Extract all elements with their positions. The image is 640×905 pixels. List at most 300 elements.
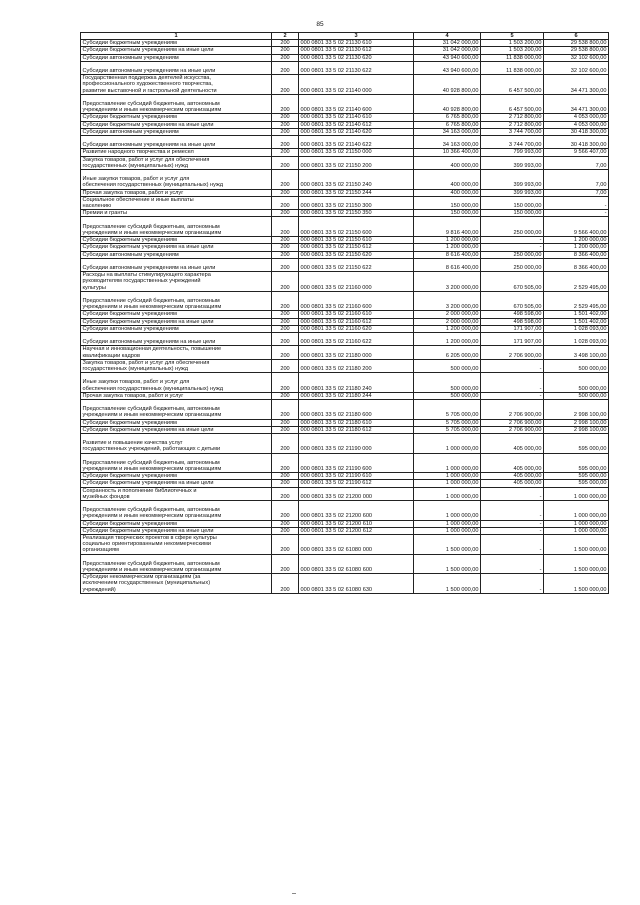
row-name: Субсидии бюджетным учреждениям (81, 520, 272, 527)
row-classification: 000 0801 33 5 02 21160 612 (299, 318, 414, 325)
row-code: 200 (272, 291, 299, 311)
row-unexecuted: 29 538 800,00 (544, 40, 609, 47)
row-name: Государственная поддержка деятелей искусства, профессионального художественного творчества, развитие выставочной и гастрольной деятельности (81, 75, 272, 95)
row-unexecuted: 1 000 000,00 (544, 487, 609, 500)
row-executed: 171 907,00 (481, 325, 544, 332)
row-code: 200 (272, 251, 299, 258)
row-name: Субсидии автономным учреждениям (81, 325, 272, 332)
row-executed: 3 744 700,00 (481, 128, 544, 135)
row-name: Субсидии автономным учреждениям (81, 251, 272, 258)
table-row (81, 54, 609, 61)
row-executed: 399 993,00 (481, 170, 544, 190)
row-name: Субсидии бюджетным учреждениям на иные цели (81, 318, 272, 325)
row-approved: 43 940 600,00 (414, 61, 481, 74)
table-row (81, 399, 609, 419)
row-unexecuted: 500 000,00 (544, 359, 609, 372)
row-unexecuted: 595 000,00 (544, 433, 609, 453)
row-name: Субсидии автономным учреждениям (81, 128, 272, 135)
row-classification: 000 0801 33 5 02 21150 622 (299, 258, 414, 271)
row-approved: 5 705 000,00 (414, 426, 481, 433)
table-row (81, 121, 609, 128)
row-classification: 000 0801 33 5 02 21160 610 (299, 311, 414, 318)
row-approved: 1 000 000,00 (414, 480, 481, 487)
row-executed: 2 706 900,00 (481, 426, 544, 433)
row-approved: 1 200 000,00 (414, 237, 481, 244)
row-approved: 1 500 000,00 (414, 535, 481, 555)
row-name: Предоставление субсидий бюджетным, автономным учреждениям и иным некоммерческим организациям (81, 291, 272, 311)
row-name: Субсидии бюджетным учреждениям (81, 473, 272, 480)
row-approved: 1 000 000,00 (414, 487, 481, 500)
row-approved: 500 000,00 (414, 359, 481, 372)
row-name: Социальное обеспечение и иные выплаты населению (81, 196, 272, 209)
table-row (81, 170, 609, 190)
row-approved: 400 000,00 (414, 189, 481, 196)
row-unexecuted: 7,00 (544, 189, 609, 196)
row-classification: 000 0801 33 5 02 21130 620 (299, 54, 414, 61)
row-name: Субсидии бюджетным учреждениям (81, 237, 272, 244)
row-classification: 000 0801 33 5 02 61080 630 (299, 574, 414, 594)
budget-execution-table (80, 32, 609, 594)
row-classification: 000 0801 33 5 02 21150 240 (299, 170, 414, 190)
row-code: 200 (272, 258, 299, 271)
row-name: Субсидии бюджетным учреждениям на иные цели (81, 121, 272, 128)
table-row (81, 453, 609, 473)
row-code: 200 (272, 149, 299, 156)
row-name: Научная и инновационная деятельность, повышение квалификации кадров (81, 346, 272, 359)
row-classification: 000 0801 33 5 02 21200 600 (299, 501, 414, 521)
row-name: Развитие и повышение качества услуг государственных учреждений, работающих с детьми (81, 433, 272, 453)
row-executed: - (481, 392, 544, 399)
row-name: Иные закупки товаров, работ и услуг для обеспечения государственных (муниципальных) нужд (81, 373, 272, 393)
row-executed: 150 000,00 (481, 196, 544, 209)
row-approved: 150 000,00 (414, 196, 481, 209)
row-code: 200 (272, 272, 299, 292)
column-header: 1 (81, 33, 272, 40)
table-row (81, 501, 609, 521)
table-row (81, 473, 609, 480)
row-executed: 799 993,00 (481, 149, 544, 156)
row-executed: - (481, 359, 544, 372)
row-approved: 500 000,00 (414, 392, 481, 399)
row-code: 200 (272, 501, 299, 521)
row-code: 200 (272, 318, 299, 325)
row-code: 200 (272, 535, 299, 555)
table-row (81, 359, 609, 372)
row-approved: 8 616 400,00 (414, 251, 481, 258)
row-code: 200 (272, 217, 299, 237)
table-row (81, 217, 609, 237)
row-executed: - (481, 527, 544, 534)
row-unexecuted: 595 000,00 (544, 473, 609, 480)
table-row (81, 189, 609, 196)
row-executed: 6 457 500,00 (481, 94, 544, 114)
row-unexecuted: 1 501 402,00 (544, 311, 609, 318)
row-code: 200 (272, 359, 299, 372)
table-row (81, 392, 609, 399)
row-approved: 6 205 000,00 (414, 346, 481, 359)
row-classification: 000 0801 33 5 02 21130 622 (299, 61, 414, 74)
row-classification: 000 0801 33 5 02 21150 200 (299, 156, 414, 169)
row-classification: 000 0801 33 5 02 21190 000 (299, 433, 414, 453)
row-approved: 1 000 000,00 (414, 501, 481, 521)
row-unexecuted: 1 500 000,00 (544, 554, 609, 574)
table-row (81, 373, 609, 393)
row-name: Расходы на выплаты стимулирующего характера руководителям государственных учреждений культуры (81, 272, 272, 292)
row-approved: 5 705 000,00 (414, 399, 481, 419)
row-classification: 000 0801 33 5 02 21150 600 (299, 217, 414, 237)
table-row (81, 237, 609, 244)
row-code: 200 (272, 399, 299, 419)
scan-mark (292, 893, 296, 894)
row-executed: 2 706 900,00 (481, 419, 544, 426)
row-name: Премии и гранты (81, 210, 272, 217)
row-classification: 000 0801 33 5 02 21180 612 (299, 426, 414, 433)
row-classification: 000 0801 33 5 02 21160 620 (299, 325, 414, 332)
table-row (81, 291, 609, 311)
row-code: 200 (272, 47, 299, 54)
row-executed: - (481, 501, 544, 521)
row-unexecuted: 1 028 093,00 (544, 332, 609, 345)
row-classification: 000 0801 33 5 02 21180 200 (299, 359, 414, 372)
row-classification: 000 0801 33 5 02 21180 600 (299, 399, 414, 419)
row-approved: 31 042 000,00 (414, 40, 481, 47)
row-approved: 1 200 000,00 (414, 332, 481, 345)
row-classification: 000 0801 33 5 02 21140 600 (299, 94, 414, 114)
row-unexecuted: 1 500 000,00 (544, 574, 609, 594)
row-code: 200 (272, 128, 299, 135)
row-name: Предоставление субсидий бюджетным, автономным учреждениям и иным некоммерческим организациям (81, 501, 272, 521)
row-code: 200 (272, 346, 299, 359)
table-row (81, 332, 609, 345)
row-code: 200 (272, 311, 299, 318)
row-code: 200 (272, 574, 299, 594)
row-code: 200 (272, 75, 299, 95)
row-approved: 31 042 000,00 (414, 47, 481, 54)
row-classification: 000 0801 33 5 02 21140 620 (299, 128, 414, 135)
row-approved: 3 200 000,00 (414, 272, 481, 292)
row-executed: 150 000,00 (481, 210, 544, 217)
row-executed: 2 706 900,00 (481, 346, 544, 359)
row-unexecuted: 2 998 100,00 (544, 419, 609, 426)
row-code: 200 (272, 473, 299, 480)
row-name: Субсидии бюджетным учреждениям на иные цели (81, 426, 272, 433)
row-unexecuted: 9 566 400,00 (544, 217, 609, 237)
table-row (81, 149, 609, 156)
table-row (81, 251, 609, 258)
row-name: Субсидии бюджетным учреждениям на иные цели (81, 47, 272, 54)
row-classification: 000 0801 33 5 02 21150 000 (299, 149, 414, 156)
row-code: 200 (272, 554, 299, 574)
row-classification: 000 0801 33 5 02 21140 000 (299, 75, 414, 95)
row-unexecuted: 29 538 800,00 (544, 47, 609, 54)
row-classification: 000 0801 33 5 02 21150 300 (299, 196, 414, 209)
row-approved: 500 000,00 (414, 373, 481, 393)
row-approved: 6 765 800,00 (414, 121, 481, 128)
row-approved: 43 940 600,00 (414, 54, 481, 61)
row-code: 200 (272, 210, 299, 217)
column-header: 5 (481, 33, 544, 40)
row-unexecuted: 500 000,00 (544, 392, 609, 399)
row-executed: 250 000,00 (481, 258, 544, 271)
row-approved: 6 765 800,00 (414, 114, 481, 121)
row-executed: 498 598,00 (481, 311, 544, 318)
row-classification: 000 0801 33 5 02 21190 610 (299, 473, 414, 480)
column-header: 2 (272, 33, 299, 40)
row-approved: 2 000 000,00 (414, 311, 481, 318)
table-row (81, 272, 609, 292)
row-classification: 000 0801 33 5 02 21140 622 (299, 136, 414, 149)
row-name: Субсидии автономным учреждениям (81, 54, 272, 61)
row-name: Субсидии бюджетным учреждениям (81, 114, 272, 121)
row-approved: 34 163 000,00 (414, 136, 481, 149)
row-classification: 000 0801 33 5 02 21140 610 (299, 114, 414, 121)
table-row (81, 210, 609, 217)
row-code: 200 (272, 61, 299, 74)
row-unexecuted: 2 529 495,00 (544, 291, 609, 311)
row-unexecuted: 1 028 093,00 (544, 325, 609, 332)
row-executed: - (481, 554, 544, 574)
row-unexecuted: 3 498 100,00 (544, 346, 609, 359)
row-name: Субсидии бюджетным учреждениям (81, 311, 272, 318)
row-name: Субсидии бюджетным учреждениям на иные цели (81, 527, 272, 534)
row-code: 200 (272, 433, 299, 453)
row-code: 200 (272, 244, 299, 251)
row-name: Прочая закупка товаров, работ и услуг (81, 189, 272, 196)
column-header: 3 (299, 33, 414, 40)
row-unexecuted: 595 000,00 (544, 453, 609, 473)
row-classification: 000 0801 33 5 02 61080 600 (299, 554, 414, 574)
table-row (81, 156, 609, 169)
row-code: 200 (272, 419, 299, 426)
row-code: 200 (272, 392, 299, 399)
column-number-row (81, 33, 609, 40)
table-row (81, 419, 609, 426)
row-approved: 1 000 000,00 (414, 433, 481, 453)
row-unexecuted: 32 102 600,00 (544, 54, 609, 61)
row-executed: - (481, 535, 544, 555)
row-executed: - (481, 373, 544, 393)
row-executed: 405 000,00 (481, 433, 544, 453)
row-classification: 000 0801 33 5 02 21140 612 (299, 121, 414, 128)
row-executed: 399 993,00 (481, 189, 544, 196)
row-name: Субсидии бюджетным учреждениям на иные цели (81, 480, 272, 487)
row-executed: 405 000,00 (481, 473, 544, 480)
row-unexecuted: 595 000,00 (544, 480, 609, 487)
table-row (81, 554, 609, 574)
row-name: Субсидии бюджетным учреждениям (81, 419, 272, 426)
table-row (81, 114, 609, 121)
row-code: 200 (272, 426, 299, 433)
row-classification: 000 0801 33 5 02 61080 000 (299, 535, 414, 555)
row-name: Субсидии автономным учреждениям на иные цели (81, 61, 272, 74)
row-code: 200 (272, 156, 299, 169)
table-row (81, 47, 609, 54)
row-approved: 1 500 000,00 (414, 554, 481, 574)
row-classification: 000 0801 33 5 02 21180 244 (299, 392, 414, 399)
row-unexecuted: 9 566 407,00 (544, 149, 609, 156)
row-classification: 000 0801 33 5 02 21190 600 (299, 453, 414, 473)
row-name: Субсидии некоммерческим организациям (за исключением государственных (муниципальных) учреждений) (81, 574, 272, 594)
table-row (81, 520, 609, 527)
row-classification: 000 0801 33 5 02 21180 610 (299, 419, 414, 426)
row-unexecuted: 1 500 000,00 (544, 535, 609, 555)
column-header: 4 (414, 33, 481, 40)
row-unexecuted: 30 418 300,00 (544, 128, 609, 135)
row-name: Предоставление субсидий бюджетным, автономным учреждениям и иным некоммерческим организациям (81, 399, 272, 419)
row-unexecuted: - (544, 210, 609, 217)
row-classification: 000 0801 33 5 02 21130 612 (299, 47, 414, 54)
row-unexecuted: 1 200 000,00 (544, 237, 609, 244)
row-unexecuted: 1 200 000,00 (544, 244, 609, 251)
row-approved: 1 200 000,00 (414, 244, 481, 251)
row-executed: - (481, 520, 544, 527)
row-executed: 2 712 800,00 (481, 121, 544, 128)
row-executed: 498 598,00 (481, 318, 544, 325)
row-code: 200 (272, 54, 299, 61)
table-row (81, 258, 609, 271)
row-name: Субсидии бюджетным учреждениям (81, 40, 272, 47)
row-name: Иные закупки товаров, работ и услуг для обеспечения государственных (муниципальных) нужд (81, 170, 272, 190)
table-row (81, 574, 609, 594)
row-classification: 000 0801 33 5 02 21200 610 (299, 520, 414, 527)
table-body (81, 33, 609, 594)
row-approved: 150 000,00 (414, 210, 481, 217)
row-name: Закупка товаров, работ и услуг для обеспечения государственных (муниципальных) нужд (81, 359, 272, 372)
row-unexecuted: 4 053 000,00 (544, 121, 609, 128)
row-executed: 2 706 900,00 (481, 399, 544, 419)
row-executed: - (481, 244, 544, 251)
row-code: 200 (272, 325, 299, 332)
row-classification: 000 0801 33 5 02 21160 622 (299, 332, 414, 345)
row-code: 200 (272, 520, 299, 527)
table-row (81, 480, 609, 487)
row-name: Субсидии автономным учреждениям на иные цели (81, 332, 272, 345)
row-unexecuted: 34 471 300,00 (544, 94, 609, 114)
row-approved: 34 163 000,00 (414, 128, 481, 135)
row-code: 200 (272, 170, 299, 190)
row-executed: 399 993,00 (481, 156, 544, 169)
row-classification: 000 0801 33 5 02 21180 000 (299, 346, 414, 359)
row-code: 200 (272, 487, 299, 500)
table-row (81, 433, 609, 453)
row-unexecuted: - (544, 196, 609, 209)
row-executed: 670 505,00 (481, 272, 544, 292)
row-executed: - (481, 237, 544, 244)
row-unexecuted: 2 998 100,00 (544, 426, 609, 433)
row-code: 200 (272, 453, 299, 473)
row-executed: - (481, 574, 544, 594)
row-code: 200 (272, 136, 299, 149)
row-executed: 3 744 700,00 (481, 136, 544, 149)
row-unexecuted: 8 366 400,00 (544, 251, 609, 258)
row-unexecuted: 8 366 400,00 (544, 258, 609, 271)
row-code: 200 (272, 94, 299, 114)
row-executed: 405 000,00 (481, 480, 544, 487)
table-row (81, 40, 609, 47)
row-unexecuted: 7,00 (544, 170, 609, 190)
row-unexecuted: 34 471 300,00 (544, 75, 609, 95)
row-classification: 000 0801 33 5 02 21160 600 (299, 291, 414, 311)
table-row (81, 128, 609, 135)
row-name: Предоставление субсидий бюджетным, автономным учреждениям и иным некоммерческим организациям (81, 554, 272, 574)
row-classification: 000 0801 33 5 02 21150 620 (299, 251, 414, 258)
row-executed: 670 505,00 (481, 291, 544, 311)
row-classification: 000 0801 33 5 02 21130 610 (299, 40, 414, 47)
table-row (81, 535, 609, 555)
row-executed: - (481, 487, 544, 500)
row-executed: 250 000,00 (481, 217, 544, 237)
row-executed: 171 907,00 (481, 332, 544, 345)
row-code: 200 (272, 480, 299, 487)
row-name: Субсидии автономным учреждениям на иные цели (81, 258, 272, 271)
row-approved: 1 000 000,00 (414, 527, 481, 534)
table-row (81, 325, 609, 332)
row-unexecuted: 1 501 402,00 (544, 318, 609, 325)
row-approved: 1 000 000,00 (414, 520, 481, 527)
row-approved: 8 616 400,00 (414, 258, 481, 271)
row-unexecuted: 1 000 000,00 (544, 520, 609, 527)
table-row (81, 61, 609, 74)
row-unexecuted: 7,00 (544, 156, 609, 169)
page-number: 85 (316, 21, 324, 28)
row-unexecuted: 500 000,00 (544, 373, 609, 393)
row-approved: 1 500 000,00 (414, 574, 481, 594)
row-approved: 2 000 000,00 (414, 318, 481, 325)
row-name: Реализация творческих проектов в сфере культуры социально ориентированными некоммерческими организациям (81, 535, 272, 555)
row-unexecuted: 2 529 495,00 (544, 272, 609, 292)
row-code: 200 (272, 332, 299, 345)
row-code: 200 (272, 373, 299, 393)
row-executed: 250 000,00 (481, 251, 544, 258)
row-approved: 1 000 000,00 (414, 473, 481, 480)
row-classification: 000 0801 33 5 02 21160 000 (299, 272, 414, 292)
table-row (81, 527, 609, 534)
row-executed: 6 457 500,00 (481, 75, 544, 95)
row-code: 200 (272, 40, 299, 47)
table-row (81, 487, 609, 500)
table-row (81, 94, 609, 114)
row-code: 200 (272, 196, 299, 209)
row-executed: 405 000,00 (481, 453, 544, 473)
row-classification: 000 0801 33 5 02 21200 000 (299, 487, 414, 500)
row-approved: 9 816 400,00 (414, 217, 481, 237)
row-code: 200 (272, 237, 299, 244)
row-unexecuted: 30 418 300,00 (544, 136, 609, 149)
row-name: Развитие народного творчества и ремесел (81, 149, 272, 156)
table-row (81, 136, 609, 149)
row-unexecuted: 1 000 000,00 (544, 527, 609, 534)
row-unexecuted: 4 053 000,00 (544, 114, 609, 121)
row-approved: 3 200 000,00 (414, 291, 481, 311)
row-code: 200 (272, 114, 299, 121)
row-approved: 40 928 800,00 (414, 94, 481, 114)
row-approved: 400 000,00 (414, 156, 481, 169)
row-unexecuted: 1 000 000,00 (544, 501, 609, 521)
row-name: Субсидии бюджетным учреждениям на иные цели (81, 244, 272, 251)
row-classification: 000 0801 33 5 02 21150 610 (299, 237, 414, 244)
row-name: Сохранность и пополнение библиотечных и музейных фондов (81, 487, 272, 500)
row-name: Предоставление субсидий бюджетным, автономным учреждениям и иным некоммерческим организациям (81, 217, 272, 237)
row-code: 200 (272, 121, 299, 128)
table-row (81, 346, 609, 359)
row-executed: 1 503 200,00 (481, 47, 544, 54)
row-classification: 000 0801 33 5 02 21150 350 (299, 210, 414, 217)
row-code: 200 (272, 189, 299, 196)
row-name: Субсидии автономным учреждениям на иные цели (81, 136, 272, 149)
row-classification: 000 0801 33 5 02 21180 240 (299, 373, 414, 393)
table-row (81, 244, 609, 251)
row-executed: 11 838 000,00 (481, 54, 544, 61)
